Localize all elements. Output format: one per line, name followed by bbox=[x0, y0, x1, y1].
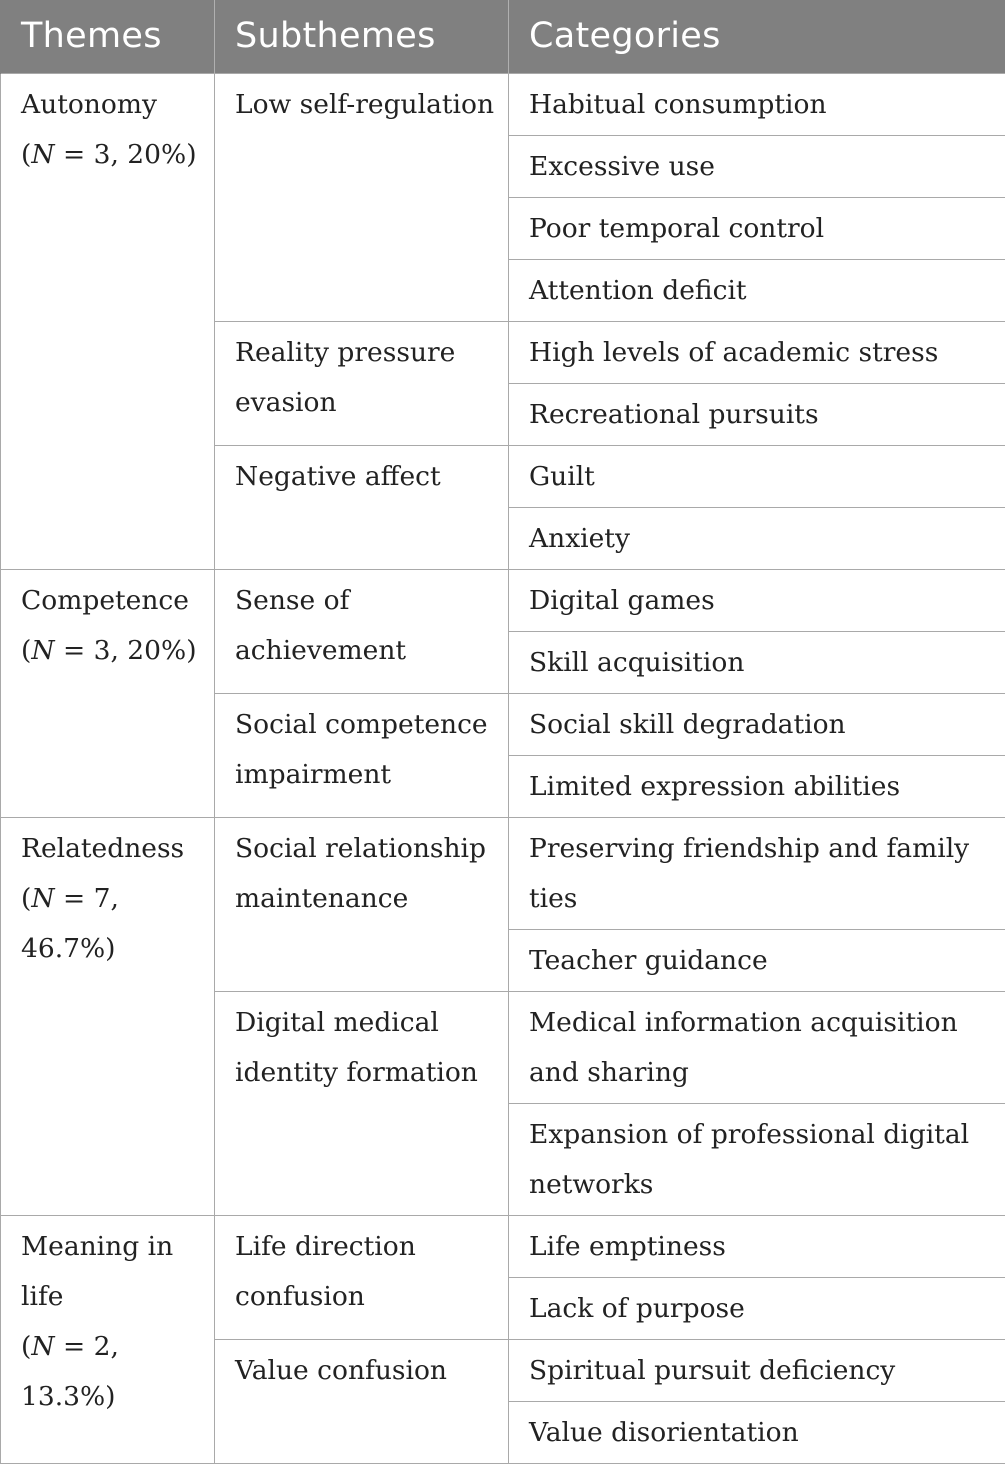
table-row bbox=[1, 73, 1005, 135]
theme-stat-n: N bbox=[31, 883, 54, 914]
subtheme-cell bbox=[215, 1215, 509, 1339]
theme-stat-n: N bbox=[31, 1331, 54, 1362]
header-categories: Categories bbox=[509, 0, 1005, 73]
category-cell: Attention deficit bbox=[509, 259, 1005, 321]
category-cell: Preserving friendship and family ties bbox=[509, 817, 1005, 929]
category-cell: Teacher guidance bbox=[509, 929, 1005, 991]
category-cell: Skill acquisition bbox=[509, 631, 1005, 693]
theme-cell bbox=[1, 569, 215, 817]
theme-name: Relatedness bbox=[21, 824, 204, 874]
subtheme-cell bbox=[215, 1339, 509, 1463]
theme-name: Autonomy bbox=[21, 80, 204, 130]
theme-name: Competence bbox=[21, 576, 204, 626]
theme-name: Meaning in life bbox=[21, 1222, 204, 1322]
subtheme-label: impairment bbox=[235, 750, 498, 800]
category-cell: Expansion of professional digital networks bbox=[509, 1103, 1005, 1215]
subtheme-label: Reality pressure bbox=[235, 328, 498, 378]
theme-cell bbox=[1, 1215, 215, 1463]
category-cell: Poor temporal control bbox=[509, 197, 1005, 259]
category-cell: Limited expression abilities bbox=[509, 755, 1005, 817]
table-row bbox=[1, 569, 1005, 631]
theme-cell bbox=[1, 73, 215, 569]
theme-stat-open: ( bbox=[21, 883, 31, 914]
table-row bbox=[1, 817, 1005, 929]
subtheme-label: Social competence bbox=[235, 700, 498, 750]
theme-stat-value: = 2, 13.3%) bbox=[21, 1331, 119, 1412]
subtheme-label: Digital medical bbox=[235, 998, 498, 1048]
subtheme-label: Sense of achievement bbox=[235, 576, 498, 676]
category-cell: Social skill degradation bbox=[509, 693, 1005, 755]
table-header bbox=[1, 0, 1005, 73]
subtheme-cell bbox=[215, 321, 509, 445]
theme-stat bbox=[21, 1322, 204, 1422]
category-cell: Life emptiness bbox=[509, 1215, 1005, 1277]
header-row bbox=[1, 0, 1005, 73]
subtheme-label: identity formation bbox=[235, 1048, 498, 1098]
theme-stat bbox=[21, 874, 204, 974]
theme-stat bbox=[21, 626, 204, 676]
category-cell: Spiritual pursuit deficiency bbox=[509, 1339, 1005, 1401]
subtheme-label: Low self-regulation bbox=[235, 80, 498, 130]
subtheme-label: Life direction bbox=[235, 1222, 498, 1272]
table-row bbox=[1, 1215, 1005, 1277]
category-cell: Recreational pursuits bbox=[509, 383, 1005, 445]
category-cell: Lack of purpose bbox=[509, 1277, 1005, 1339]
category-cell: High levels of academic stress bbox=[509, 321, 1005, 383]
category-cell: Guilt bbox=[509, 445, 1005, 507]
theme-stat-n: N bbox=[31, 139, 54, 170]
theme-stat-value: = 7, 46.7%) bbox=[21, 883, 119, 964]
theme-stat-value: = 3, 20%) bbox=[55, 635, 197, 666]
theme-stat-n: N bbox=[31, 635, 54, 666]
subtheme-label: confusion bbox=[235, 1272, 498, 1322]
category-cell: Medical information acquisition and sharing bbox=[509, 991, 1005, 1103]
subtheme-cell bbox=[215, 817, 509, 991]
category-cell: Value disorientation bbox=[509, 1401, 1005, 1463]
subtheme-label: Value confusion bbox=[235, 1346, 498, 1396]
category-cell: Excessive use bbox=[509, 135, 1005, 197]
subtheme-label: evasion bbox=[235, 378, 498, 428]
theme-stat-open: ( bbox=[21, 1331, 31, 1362]
theme-stat-open: ( bbox=[21, 635, 31, 666]
table-body bbox=[1, 73, 1005, 1463]
theme-cell bbox=[1, 817, 215, 1215]
subtheme-cell bbox=[215, 991, 509, 1215]
theme-stat-value: = 3, 20%) bbox=[55, 139, 197, 170]
subtheme-cell bbox=[215, 569, 509, 693]
subtheme-cell bbox=[215, 445, 509, 569]
subtheme-cell bbox=[215, 693, 509, 817]
subtheme-cell bbox=[215, 73, 509, 321]
category-cell: Digital games bbox=[509, 569, 1005, 631]
category-cell: Habitual consumption bbox=[509, 73, 1005, 135]
subtheme-label: Social relationship bbox=[235, 824, 498, 874]
header-subthemes: Subthemes bbox=[215, 0, 509, 73]
theme-stat-open: ( bbox=[21, 139, 31, 170]
subtheme-label: maintenance bbox=[235, 874, 498, 924]
category-cell: Anxiety bbox=[509, 507, 1005, 569]
subtheme-label: Negative affect bbox=[235, 452, 498, 502]
theme-stat bbox=[21, 130, 204, 180]
header-themes: Themes bbox=[1, 0, 215, 73]
